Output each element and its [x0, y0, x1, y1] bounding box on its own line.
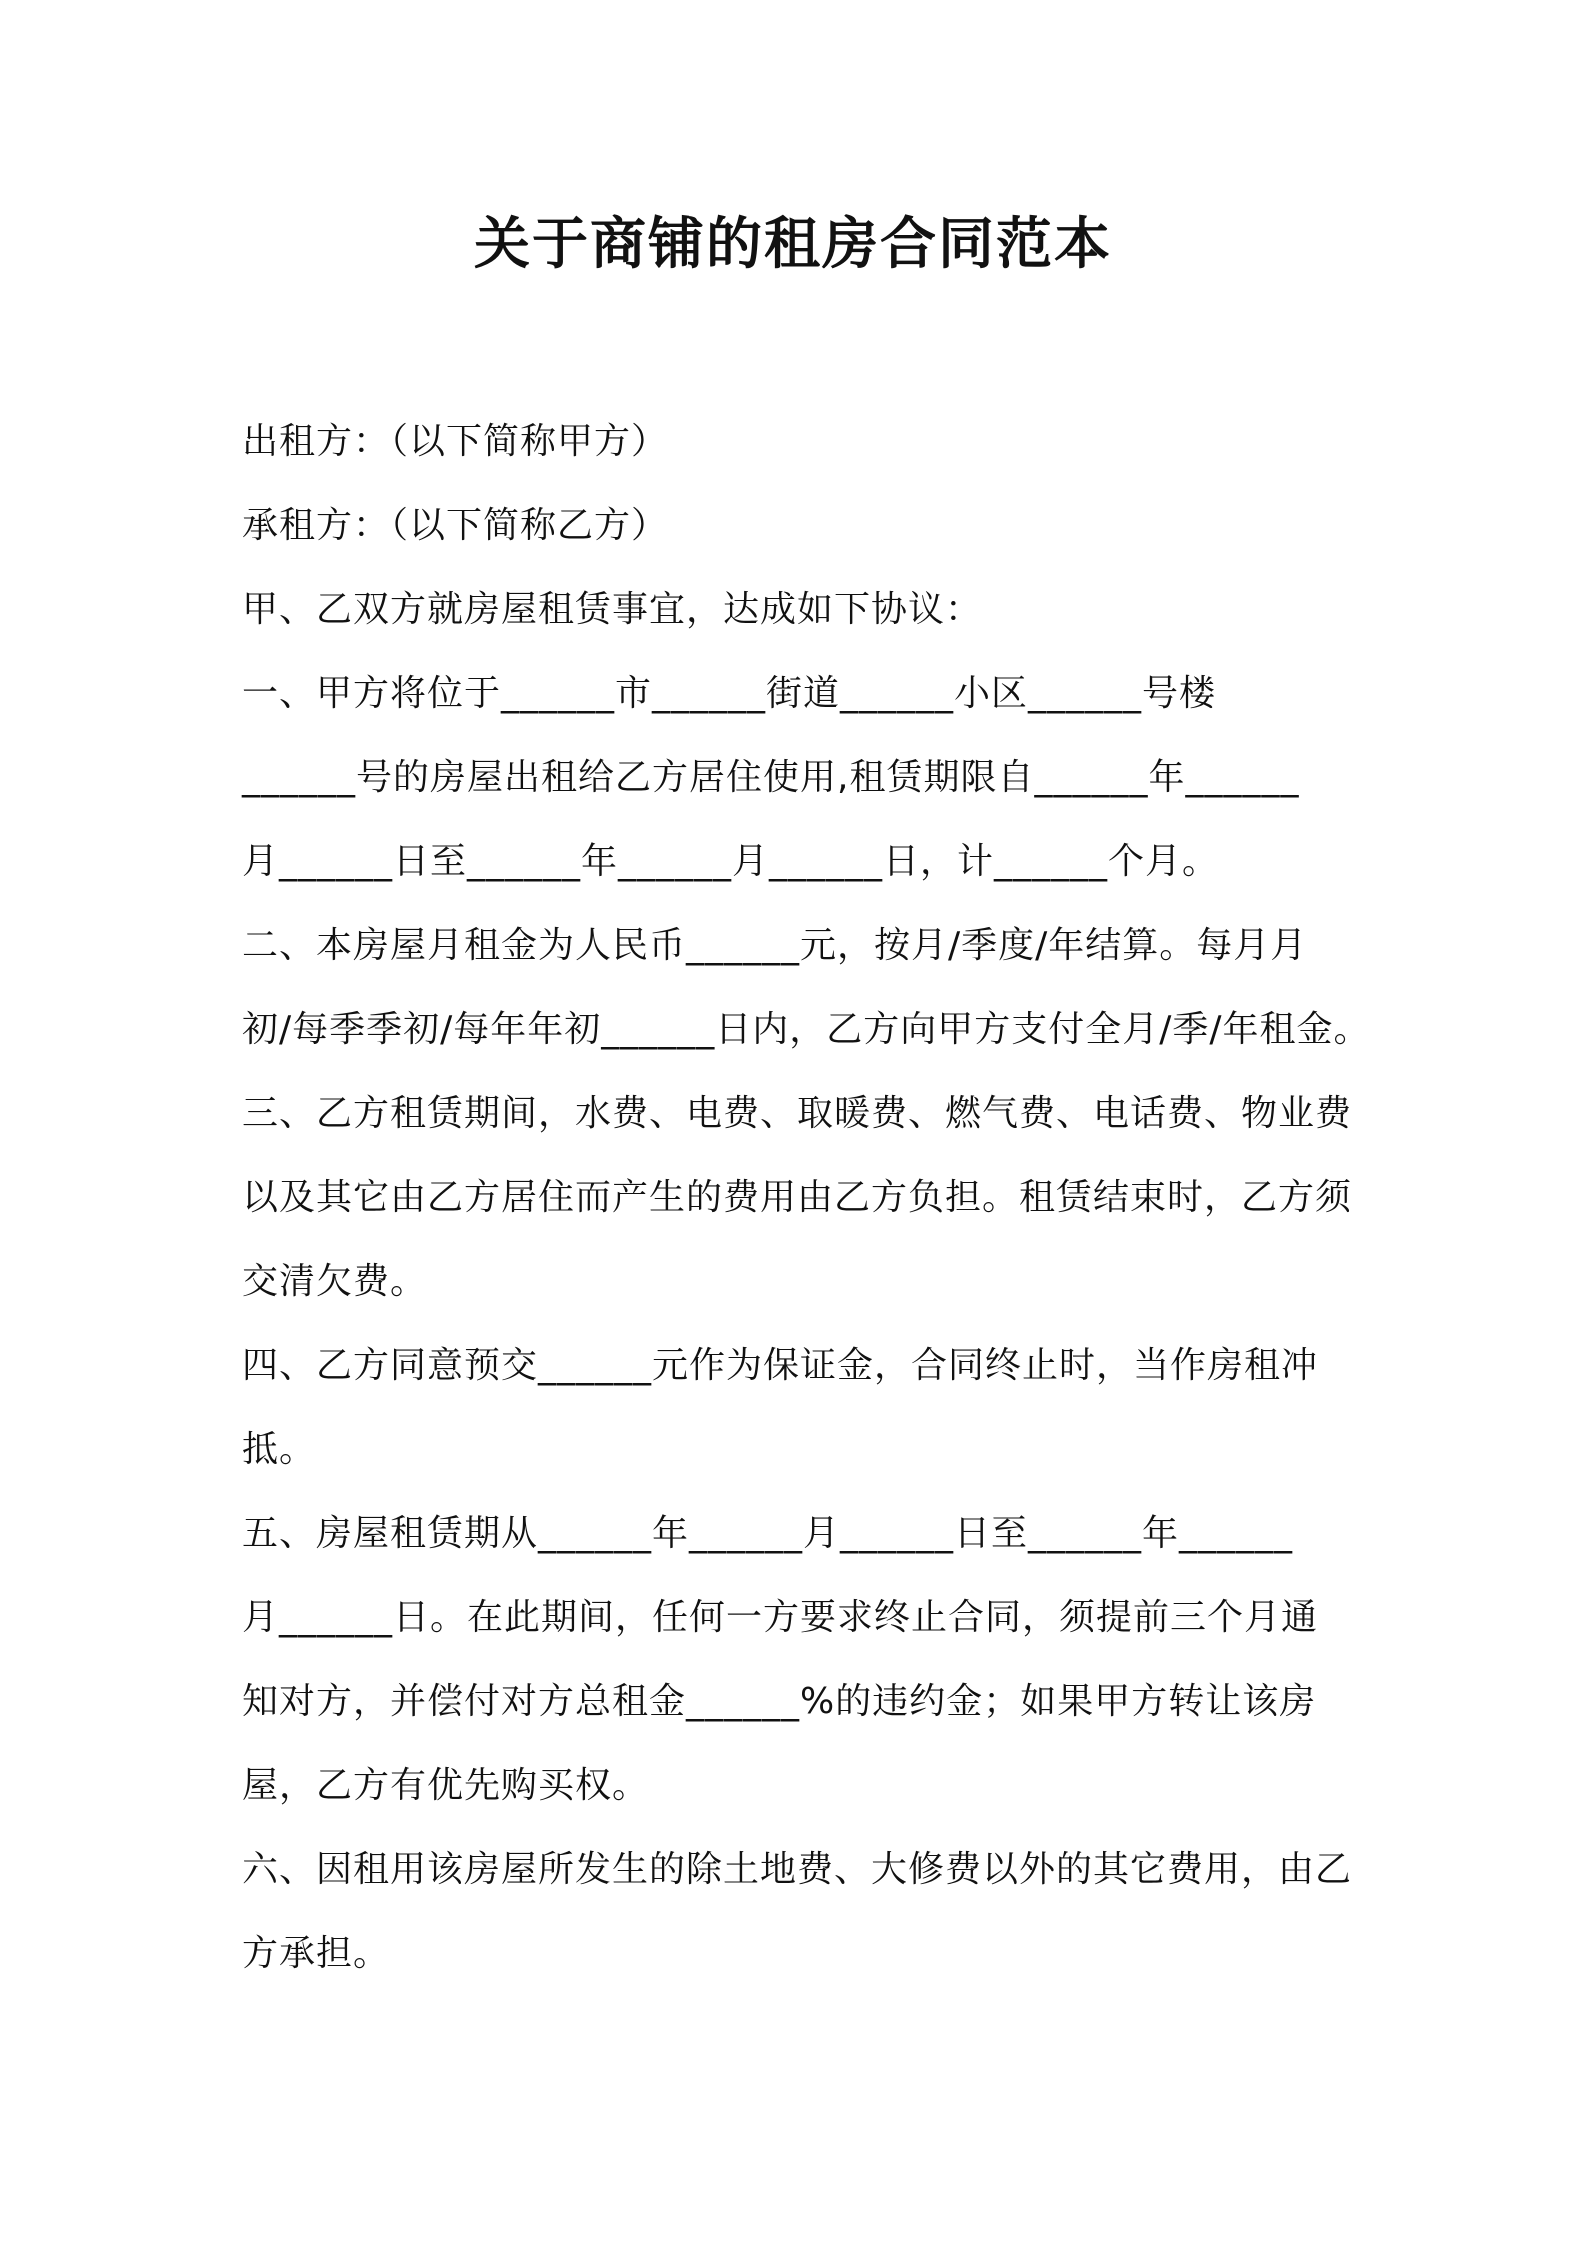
- document-body: [242, 400, 1371, 1996]
- clause-5-line-2: 月______日。在此期间，任何一方要求终止合同，须提前三个月通: [242, 1597, 1319, 1638]
- clause-1-line-3: 月______日至______年______月______日，计______个月。: [242, 841, 1220, 882]
- clause-2-line-1: 二、本房屋月租金为人民币______元，按月/季度/年结算。每月月: [242, 925, 1308, 966]
- clause-1-line-2: ______号的房屋出租给乙方居住使用,租赁期限自______年______: [242, 757, 1300, 798]
- clause-3-line-1: 三、乙方租赁期间，水费、电费、取暖费、燃气费、电话费、物业费: [242, 1093, 1353, 1134]
- clause-3-line-3: 交清欠费。: [242, 1261, 428, 1302]
- clause-5-line-1: 五、房屋租赁期从______年______月______日至______年______: [242, 1513, 1294, 1554]
- clause-6-line-1: 六、因租用该房屋所发生的除土地费、大修费以外的其它费用，由乙: [242, 1849, 1353, 1890]
- clause-4-line-1: 四、乙方同意预交______元作为保证金，合同终止时，当作房租冲: [242, 1345, 1319, 1386]
- agreement-intro-line: 甲、乙双方就房屋租赁事宜，达成如下协议：: [242, 589, 983, 630]
- clause-4-line-2: 抵。: [242, 1429, 317, 1470]
- clause-6-line-2: 方承担。: [242, 1933, 391, 1974]
- document-title: 关于商铺的租房合同范本: [474, 212, 1112, 277]
- clause-2-line-2: 初/每季季初/每年年初______日内，乙方向甲方支付全月/季/年租金。: [242, 1009, 1371, 1050]
- clause-5-line-3: 知对方，并偿付对方总租金______%的违约金；如果甲方转让该房: [242, 1681, 1317, 1722]
- clause-1-line-1: 一、甲方将位于______市______街道______小区______号楼: [242, 673, 1217, 714]
- clause-3-line-2: 以及其它由乙方居住而产生的费用由乙方负担。租赁结束时，乙方须: [242, 1177, 1353, 1218]
- clause-5-line-4: 屋，乙方有优先购买权。: [242, 1765, 650, 1806]
- party-a-line: 出租方：（以下简称甲方）: [242, 421, 669, 462]
- party-b-line: 承租方：（以下简称乙方）: [242, 505, 669, 546]
